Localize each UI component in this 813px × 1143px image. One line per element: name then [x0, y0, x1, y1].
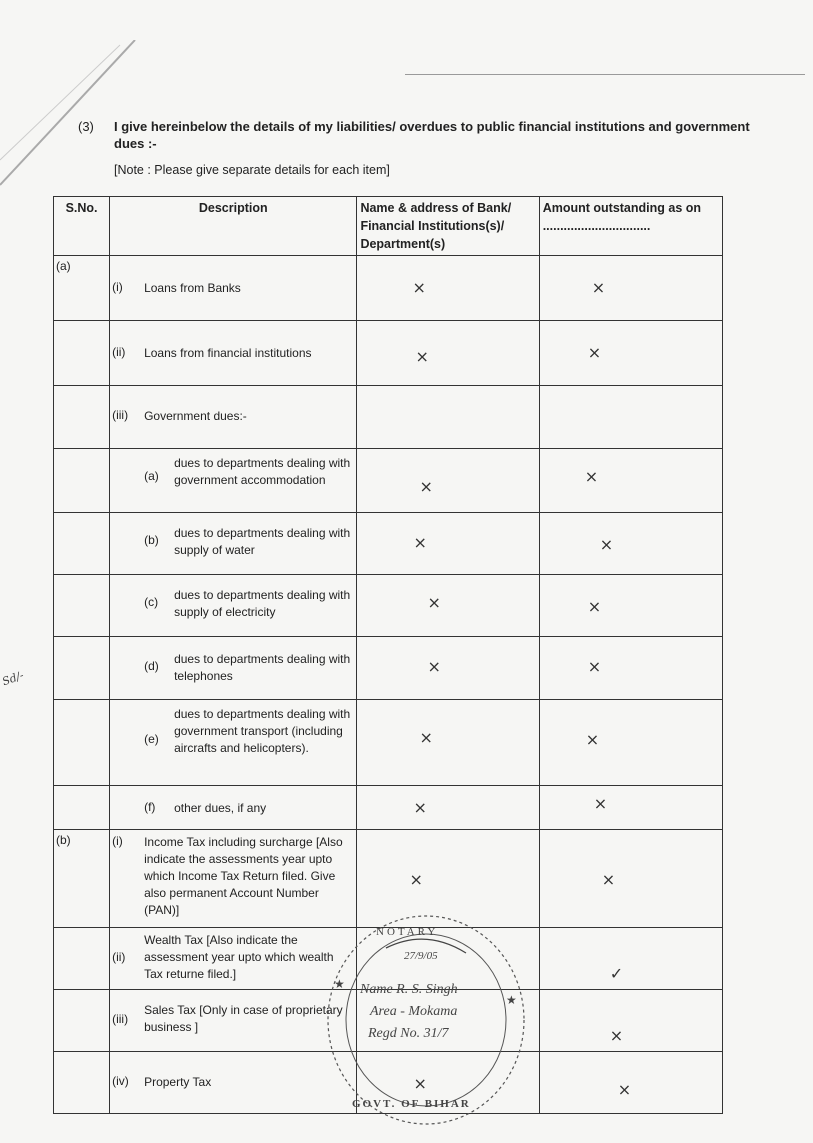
row-bank — [357, 928, 539, 990]
row-bank: × — [357, 575, 539, 637]
row-bank: × — [357, 1052, 539, 1114]
stamp-name: Name R. S. Singh — [360, 982, 458, 997]
header-name-address: Name & address of Bank/ Financial Institutions(s)/ Department(s) — [357, 197, 539, 256]
table-row — [54, 700, 723, 786]
row-description: (ii) Loans from financial institutions — [110, 321, 357, 386]
row-amount: × — [539, 575, 722, 637]
row-bank: × — [357, 321, 539, 386]
row-sno — [54, 990, 110, 1052]
stamp-ring-top: NOTARY — [376, 926, 439, 938]
row-bank — [357, 386, 539, 449]
row-sno — [54, 513, 110, 575]
row-amount: × — [539, 513, 722, 575]
svg-text:★: ★ — [506, 993, 517, 1007]
header-amount: Amount outstanding as on ............................... — [539, 197, 722, 256]
row-sno — [54, 575, 110, 637]
table-row — [54, 513, 723, 575]
row-bank: × — [357, 513, 539, 575]
row-description: (iv) Property Tax — [110, 1052, 357, 1114]
header-description: Description — [110, 197, 357, 256]
note-text: [Note : Please give separate details for each item] — [114, 163, 390, 177]
row-amount: × — [539, 256, 722, 321]
stamp-regd: Regd No. 31/7 — [368, 1026, 449, 1041]
row-sno — [54, 386, 110, 449]
table-row — [54, 786, 723, 830]
table-row — [54, 830, 723, 928]
table-row — [54, 575, 723, 637]
table-row — [54, 928, 723, 990]
header-sno: S.No. — [54, 197, 110, 256]
table-row — [54, 637, 723, 700]
row-amount: × — [539, 449, 722, 513]
row-bank — [357, 990, 539, 1052]
row-amount: × — [539, 786, 722, 830]
row-description: (iii) Government dues:- — [110, 386, 357, 449]
row-amount — [539, 386, 722, 449]
table-row — [54, 256, 723, 321]
row-sno — [54, 700, 110, 786]
table-row — [54, 990, 723, 1052]
table-row — [54, 321, 723, 386]
row-bank: × — [357, 700, 539, 786]
stamp-area: Area - Mokama — [370, 1004, 458, 1019]
row-bank: × — [357, 256, 539, 321]
row-description: (d) dues to departments dealing with telephones — [110, 637, 357, 700]
top-rule — [405, 74, 805, 75]
row-sno — [54, 637, 110, 700]
section-title: I give hereinbelow the details of my liabilities/ overdues to public financial institutions and government dues :- — [114, 119, 750, 151]
row-description: (b) dues to departments dealing with supply of water — [110, 513, 357, 575]
row-sno: (b) — [54, 830, 110, 928]
row-sno — [54, 449, 110, 513]
row-amount: × — [539, 1052, 722, 1114]
row-description: (e) dues to departments dealing with government transport (including aircrafts and helicopters). — [110, 700, 357, 786]
row-description: (i) Loans from Banks — [110, 256, 357, 321]
row-amount: × — [539, 321, 722, 386]
row-description: (iii) Sales Tax [Only in case of proprietary business ] — [110, 990, 357, 1052]
margin-signature: Sd/- — [0, 668, 26, 689]
header-row — [54, 197, 723, 256]
row-sno — [54, 321, 110, 386]
row-description: (f) other dues, if any — [110, 786, 357, 830]
row-amount: × — [539, 990, 722, 1052]
svg-text:★: ★ — [334, 977, 345, 991]
row-amount: ✓ — [539, 928, 722, 990]
row-amount: × — [539, 637, 722, 700]
stamp-date: 27/9/05 — [404, 950, 438, 962]
row-description: (ii) Wealth Tax [Also indicate the assessment year upto which wealth Tax returne filed.] — [110, 928, 357, 990]
liabilities-table — [53, 196, 723, 1114]
row-description: (i) Income Tax including surcharge [Also indicate the assessments year upto which Income Tax Return filed. Give also permanent Account Number (PAN)] — [110, 830, 357, 928]
row-sno — [54, 1052, 110, 1114]
row-sno — [54, 786, 110, 830]
row-amount: × — [539, 830, 722, 928]
row-sno: (a) — [54, 256, 110, 321]
row-bank: × — [357, 786, 539, 830]
row-bank: × — [357, 637, 539, 700]
row-description: (c) dues to departments dealing with supply of electricity — [110, 575, 357, 637]
section-number: (3) — [78, 119, 94, 134]
row-bank: × — [357, 830, 539, 928]
table-row — [54, 449, 723, 513]
row-sno — [54, 928, 110, 990]
table-row — [54, 386, 723, 449]
table-row — [54, 1052, 723, 1114]
row-description: (a) dues to departments dealing with government accommodation — [110, 449, 357, 513]
stamp-ring-bottom: GOVT. OF BIHAR — [352, 1098, 471, 1110]
row-bank: × — [357, 449, 539, 513]
row-amount: × — [539, 700, 722, 786]
